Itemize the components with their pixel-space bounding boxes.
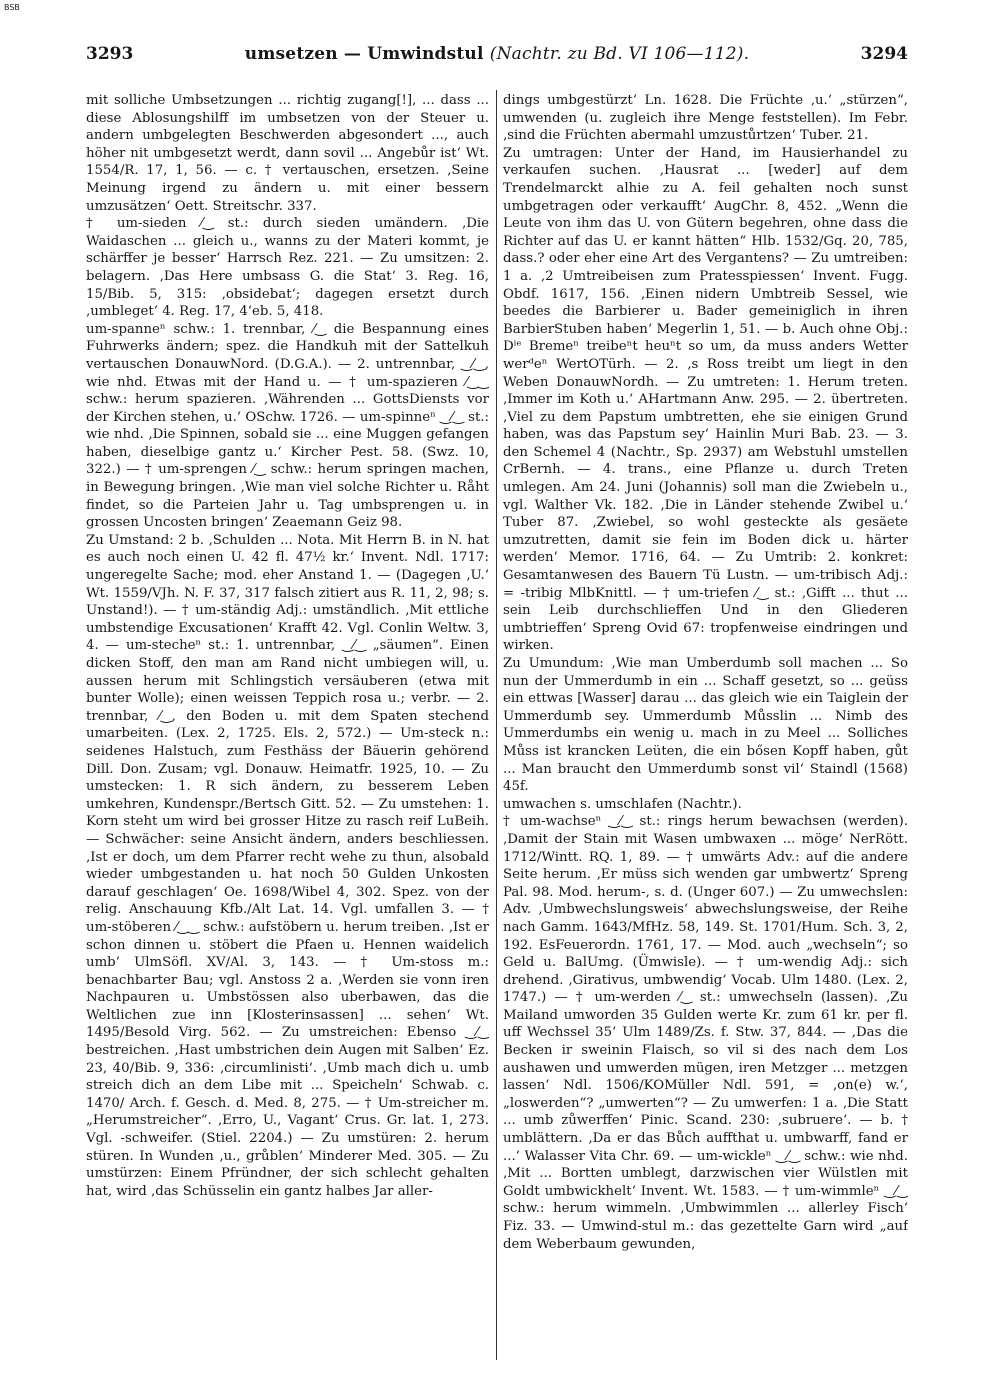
entry-paragraph: † um-sieden ⁄‿ st.: durch sieden umändern. ‚Die Waidaschen ... gleich u., wanns zu der Materi kommt, je schärffer je besser‘ Harrsch Rez. 221. — Zu umsitzen: 2. belagern. ‚Das Here umbsass G. die Stat‘ 3. Reg. 16, 15/Bib. 5, 315: ‚obsidebat‘; dagegen ersetzt durch ‚umbleget‘ 4. Reg. 17, 4‘eb. 5, 418. [86,216,489,320]
entry-paragraph: mit solliche Umbsetzungen ... richtig zugang[!], ... dass ... diese Ablosungshilff im umbsetzen von der Steuer u. andern umbgelegten Beschwerden abgesondert ..., auch höher nit umbgesetzt werdt, dann sovil ... Angebůr ist‘ Wt. 1554/R. 17, 1, 56. — c. † vertauschen, ersetzen. ‚Seine Meinung irgend zu ändern u. mit einer bessern umzusätzen‘ Oett. Streitschr. 337. [86,93,489,214]
title-main: umsetzen — Umwindstul [244,44,484,64]
column-divider [496,90,497,1360]
entry-paragraph: Zu Umundum: ‚Wie man Umberdumb soll machen ... So nun der Ummerdumb in ein ... Schaff gesetzt, so ... geüss ein ettwas [Wasser] darau ... das gleich wie ein Taiglein der Ummerdumb sey. Ummerdumb Můsslin ... Nimb des Ummerdumbs ein wenig u. mach in zu Meel ... Solliches Můss ist krancken Leüten, die ein bősen Kopff haben, gůt ... Man braucht den Ummerdumb sonst vil‘ Staindl (1568) 45f. [503,656,908,795]
entry-paragraph: dings umbgestürzt‘ Ln. 1628. Die Früchte ‚u.‘ „stürzen“, umwenden (u. zugleich ihre Menge feststellen). Im Febr. ‚sind die Früchten abermahl umzustůrtzen‘ Tuber. 21. [503,93,908,144]
title-note: (Nachtr. zu Bd. VI 106—112). [489,44,750,64]
entry-paragraph: Zu umtragen: Unter der Hand, im Hausierhandel zu verkaufen suchen. ‚Hausrat ... [weder] auf dem Trendelmarckt alhie zu A. feil gehalten noch sunst umbgetragen oder verkaufft‘ AugChr. 8, 452. „Wenn die Leute von ihm das U. von Gütern begehren, ohne dass die Richter auf das U. er kannt hätten“ Hlb. 1532/Gq. 20, 785, dass.? oder eher eine Art des Vergantens? — Zu umtreiben: 1 a. ‚2 Umtreibeisen zum Pratesspiessen‘ Invent. Fugg. Obdf. 1617, 156. ‚Einen nidern Umbtreib Sessel, wie beedes die Barbierer u. Bader gemeiniglich in ihren BarbierStuben haben‘ Megerlin 1, 51. — b. Auch ohne Obj.: Dⁱᵉ Bremeⁿ treibeⁿt heuⁿt so um, da muss anders Wetter werᵈeⁿ WertOTürh. — 2. ‚s Ross treibt um liegt in den Weben DonauwNordh. — Zu umtreten: 1. Herum treten. ‚Immer im Koth u.‘ AHartmann Anw. 295. — 2. übertreten. ‚Viel zu dem Papstum umbtretten, ehe sie einigen Grund haben, was das Papstum sey‘ Hainlin Muri Bab. 23. — 3. den Schemel 4 (Nachtr., Sp. 2937) am Webstuhl umstellen CrBernh. — 4. trans., eine Pflanze u. durch Treten umlegen. Am 24. Juni (Johannis) soll man die Zwiebeln u., vgl. Walther Vk. 182. ‚Die in Länder stehende Zwibel u.‘ Tuber 87. ‚Zwiebel, so wohl gesteckte als gesäete umzutretten, damit sie fein im Boden dick u. härter werden‘ Memor. 1716, 64. — Zu Umtrib: 2. konkret: Gesamtanwesen des Bauern Tü Lustn. — um-tribisch Adj.: = -tribig MlbKnittl. — † um-triefen ⁄‿ st.: ‚Gifft ... thut ... sein Leib durchschlieffen Und in den Gliederen umbtrieffen‘ Spreng Ovid 67: tropfenweise eindringen und wirken. [503,145,908,654]
right-page-number: 3294 [860,44,908,64]
entry-paragraph: umwachen s. umschlafen (Nachtr.). [503,796,742,812]
entry-paragraph: um-spanneⁿ schw.: 1. trennbar, ⁄‿ die Bespannung eines Fuhrwerks ändern; spez. die Handkuh mit der Sattelkuh vertauschen DonauwNord. (D.G.A.). — 2. untrennbar, ‿⁄‿, wie nhd. Etwas mit der Hand u. — † um-spazieren ⁄‿‿ schw.: herum spazieren. ‚Währenden ... GottsDiensts vor der Kirchen stehen, u.‘ OSchw. 1726. — um-spinneⁿ ‿⁄‿ st.: wie nhd. ‚Die Spinnen, sobald sie ... eine Muggen gefangen haben, dieselbige gantz u.‘ Kircher Pest. 58. (Swz. 10, 322.) — † um-sprengen ⁄‿ schw.: herum springen machen, in Bewegung bringen. ‚Wie man viel solche Richter u. Råht findet, so die Parteien Jahr u. Tag umbsprengen u. in grossen Uncosten bringen‘ Zeaemann Geiz 98. [86,321,489,531]
entry-paragraph: Zu Umstand: 2 b. ‚Schulden ... Nota. Mit Herrn B. in N. hat es auch noch einen U. 42 fl. 47½ kr.‘ Invent. Ndl. 1717: ungeregelte Sache; mod. eher Anstand 1. — (Dagegen ‚U.‘ Wt. 1559/VJh. N. F. 37, 317 falsch zitiert aus R. 11, 2, 98; s. Unstand!). — † um-ständig Adj.: umständlich. ‚Mit ettliche umbstendige Excusationen‘ Krafft 42. Vgl. Conlin Weltw. 3, 4. — um-stecheⁿ st.: 1. untrennbar, ‿⁄‿ „säumen“. Einen dicken Stoff, den man am Rand nicht umbiegen will, u. aussen herum mit Schlingstich versäuberen (etwa mit bunter Wolle); einen weissen Teppich rosa u.; verbr. — 2. trennbar, ⁄‿, den Boden u. mit dem Spaten stechend umarbeiten. (Lex. 2, 1725. Els. 2, 572.) — Um-steck n.: seidenes Halstuch, zum Festhäss der Bäuerin gehörend Dill. Don. Zusam; vgl. Donauw. Heimatfr. 1925, 10. — Zu umstecken: 1. R sich ändern, zu besserem Leben umkehren, Kundenspr./Bertsch Gitt. 52. — Zu umstehen: 1. Korn steht um wird bei grosser Hitze zu rasch reif LuBeih. — Schwächer: seine Ansicht ändern, anders beschliessen. ‚Ist er doch, um dem Pfarrer recht wehe zu thun, alsobald wieder umbgestanden u. hat noch 50 Gulden Unkosten darauf geschlagen‘ Oe. 1698/Wibel 4, 302. Spez. von der relig. Anschauung Kfb./Alt Lat. 14. Vgl. umfallen 3. — † um-stöberen ⁄‿‿ schw.: aufstöbern u. herum treiben. ‚Ist er schon dinnen u. stöbert die Pfaen u. Hennen waidelich umb‘ UlmSöfl. XV/Al. 3, 143. — † Um-stoss m.: benachbarter Bau; vgl. Anstoss 2 a. ‚Werden sie vonn iren Nachpauren u. Umbstössen also uberbawen, das die Weltlichen zue inn [Klosterinsassen] ... sehen‘ Wt. 1495/Besold Virg. 562. — Zu umstreichen: Ebenso ‿⁄‿ bestreichen. ‚Hast umbstrichen dein Augen mit Salben‘ Ez. 23, 40/Bib. 9, 336: ‚circumlinisti‘. ‚Umb mach dich u. umb streich dich an dem Libe mit ... Speicheln‘ Schwab. c. 1470/ Arch. f. Gesch. d. Med. 8, 275. — † Um-streicher m. „Herumstreicher“. ‚Erro, U., Vagant‘ Crus. Gr. lat. 1, 273. Vgl. -schweifer. (Stiel. 2204.) — Zu umstüren: 2. herum stüren. In Wunden ‚u., grůblen‘ Minderer Med. 305. — Zu umstürzen: Einem Pfründner, der sich schlecht gehalten hat, wird ‚das Schüsselin ein gantz halbes Jar aller- [86,532,489,1199]
entry-paragraph: † um-wachseⁿ ‿⁄‿ st.: rings herum bewachsen (werden). ‚Damit der Stain mit Wasen umbwaxen ... möge‘ NerRött. 1712/Wintt. RQ. 1, 89. — † umwärts Adv.: auf die andere Seite herum. ‚Er müss sich wenden gar umbwertz‘ Spreng Pal. 98. Mod. herum-, s. d. (Unger 607.) — Zu umwechslen: Adv. ‚Umbwechslungsweis‘ abwechslungsweise, der Reihe nach Gamm. 1643/MfHz. 58, 149. St. 1701/Hum. Sch. 3, 2, 192. EsFeuerordn. 1761, 17. — Mod. auch „wechseln“; so Geld u. BalUmg. (Ümwisle). — † um-wendig Adj.: sich drehend. ‚Girativus, umbwendig‘ Vocab. Ulm 1480. (Lex. 2, 1747.) — † um-werden ⁄‿ st.: umwechseln (lassen). ‚Zu Mailand umworden 35 Gulden werte Kr. zum 61 kr. per fl. uff Wechssel 35‘ Ulm 1489/Zs. f. Stw. 37, 844. — ‚Das die Becken ir sweinin Flaisch, so vil si des nach dem Los aushawen und umwerden mügen, iren Metzger ... metzgen lassen‘ Ndl. 1506/KOMüller Ndl. 591, = ‚on(e) w.‘, „loswerden“? „umwerten“? — Zu umwerfen: 1 a. ‚Die Statt ... umb zůwerffen‘ Pinic. Scand. 230: ‚subruere‘. — b. † umblättern. ‚Da er das Bůch auffthat u. umbwarff, fand er ...‘ Walasser Vita Chr. 69. — um-wickleⁿ ‿⁄‿ schw.: wie nhd. ‚Mit ... Bortten umblegt, darzwischen vier Wülstlen mit Goldt umbwickhelt‘ Invent. Wt. 1583. — † um-wimmleⁿ ‿⁄‿ schw.: herum wimmeln. ‚Umbwimmlen ... allerley Fisch‘ Fiz. 33. — Umwind-stul m.: das gezettelte Garn wird „auf dem Weberbaum gewunden, [503,814,908,1252]
right-column [503,92,908,1360]
left-page-number: 3293 [86,44,134,64]
page-header [86,44,908,72]
running-title [86,44,908,64]
library-stamp: BSB [4,3,20,12]
left-column [86,92,489,1360]
